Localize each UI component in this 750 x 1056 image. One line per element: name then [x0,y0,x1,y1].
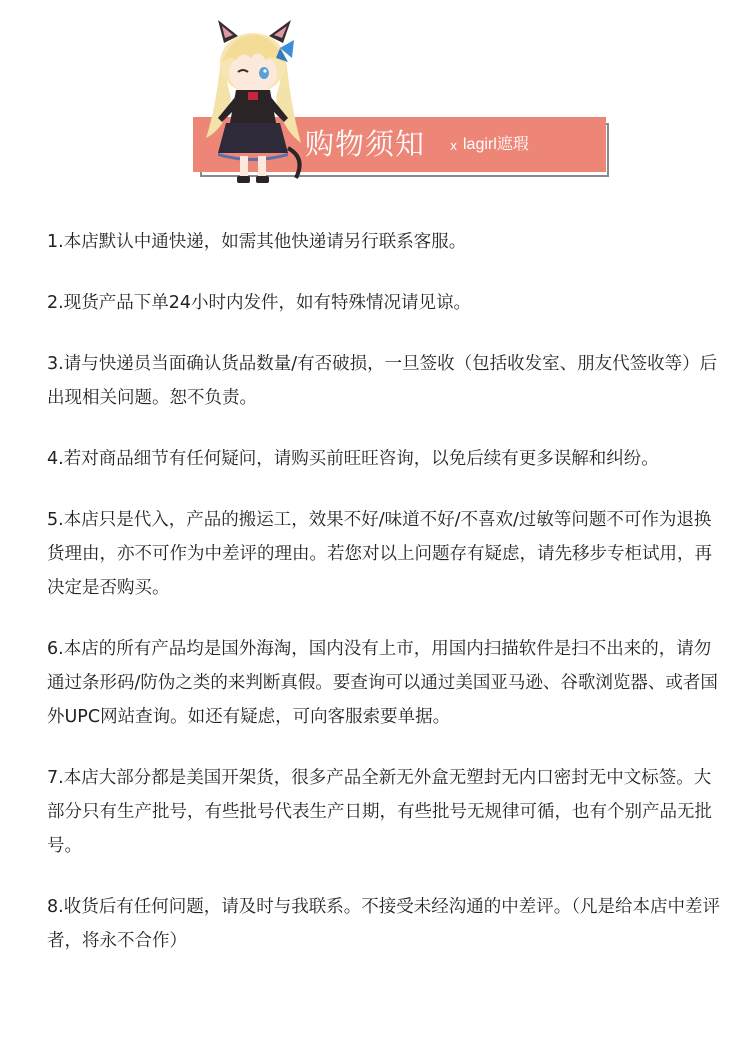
notice-item: 1.本店默认中通快递，如需其他快递请另行联系客服。 [47,232,467,252]
notice-item: 6.本店的所有产品均是国外海淘，国内没有上市，用国内扫描软件是扫不出来的，请勿通过条形码/防伪之类的来判断真假。要查询可以通过美国亚马逊、谷歌浏览器、或者国外UPC网站查询。如还有疑虑，可向客服索要单据。 [47,639,718,727]
title-separator: x [450,139,458,153]
notice-item: 8.收货后有任何问题，请及时与我联系。不接受未经沟通的中差评。（凡是给本店中差评者，将永不合作） [47,897,720,951]
mascot-illustration [196,18,311,188]
notice-item: 5.本店只是代入，产品的搬运工，效果不好/味道不好/不喜欢/过敏等问题不可作为退换货理由，亦不可作为中差评的理由。若您对以上问题存有疑虑，请先移步专柜试用，再决定是否购买。 [47,510,712,598]
header [0,0,750,200]
notice-item: 3.请与快递员当面确认货品数量/有否破损，一旦签收（包括收发室、朋友代签收等）后出现相关问题。恕不负责。 [47,354,718,408]
notice-item: 7.本店大部分都是美国开架货，很多产品全新无外盒无塑封无内口密封无中文标签。大部分只有生产批号，有些批号代表生产日期，有些批号无规律可循，也有个别产品无批号。 [47,768,712,856]
notice-item: 4.若对商品细节有任何疑问，请购买前旺旺咨询，以免后续有更多误解和纠纷。 [47,449,659,469]
notice-item: 2.现货产品下单24小时内发件，如有特殊情况请见谅。 [47,293,471,313]
notice-list [47,225,727,985]
brand-subtitle: lagirl遮瑕 [463,136,529,153]
page-title: 购物须知 [305,127,426,161]
